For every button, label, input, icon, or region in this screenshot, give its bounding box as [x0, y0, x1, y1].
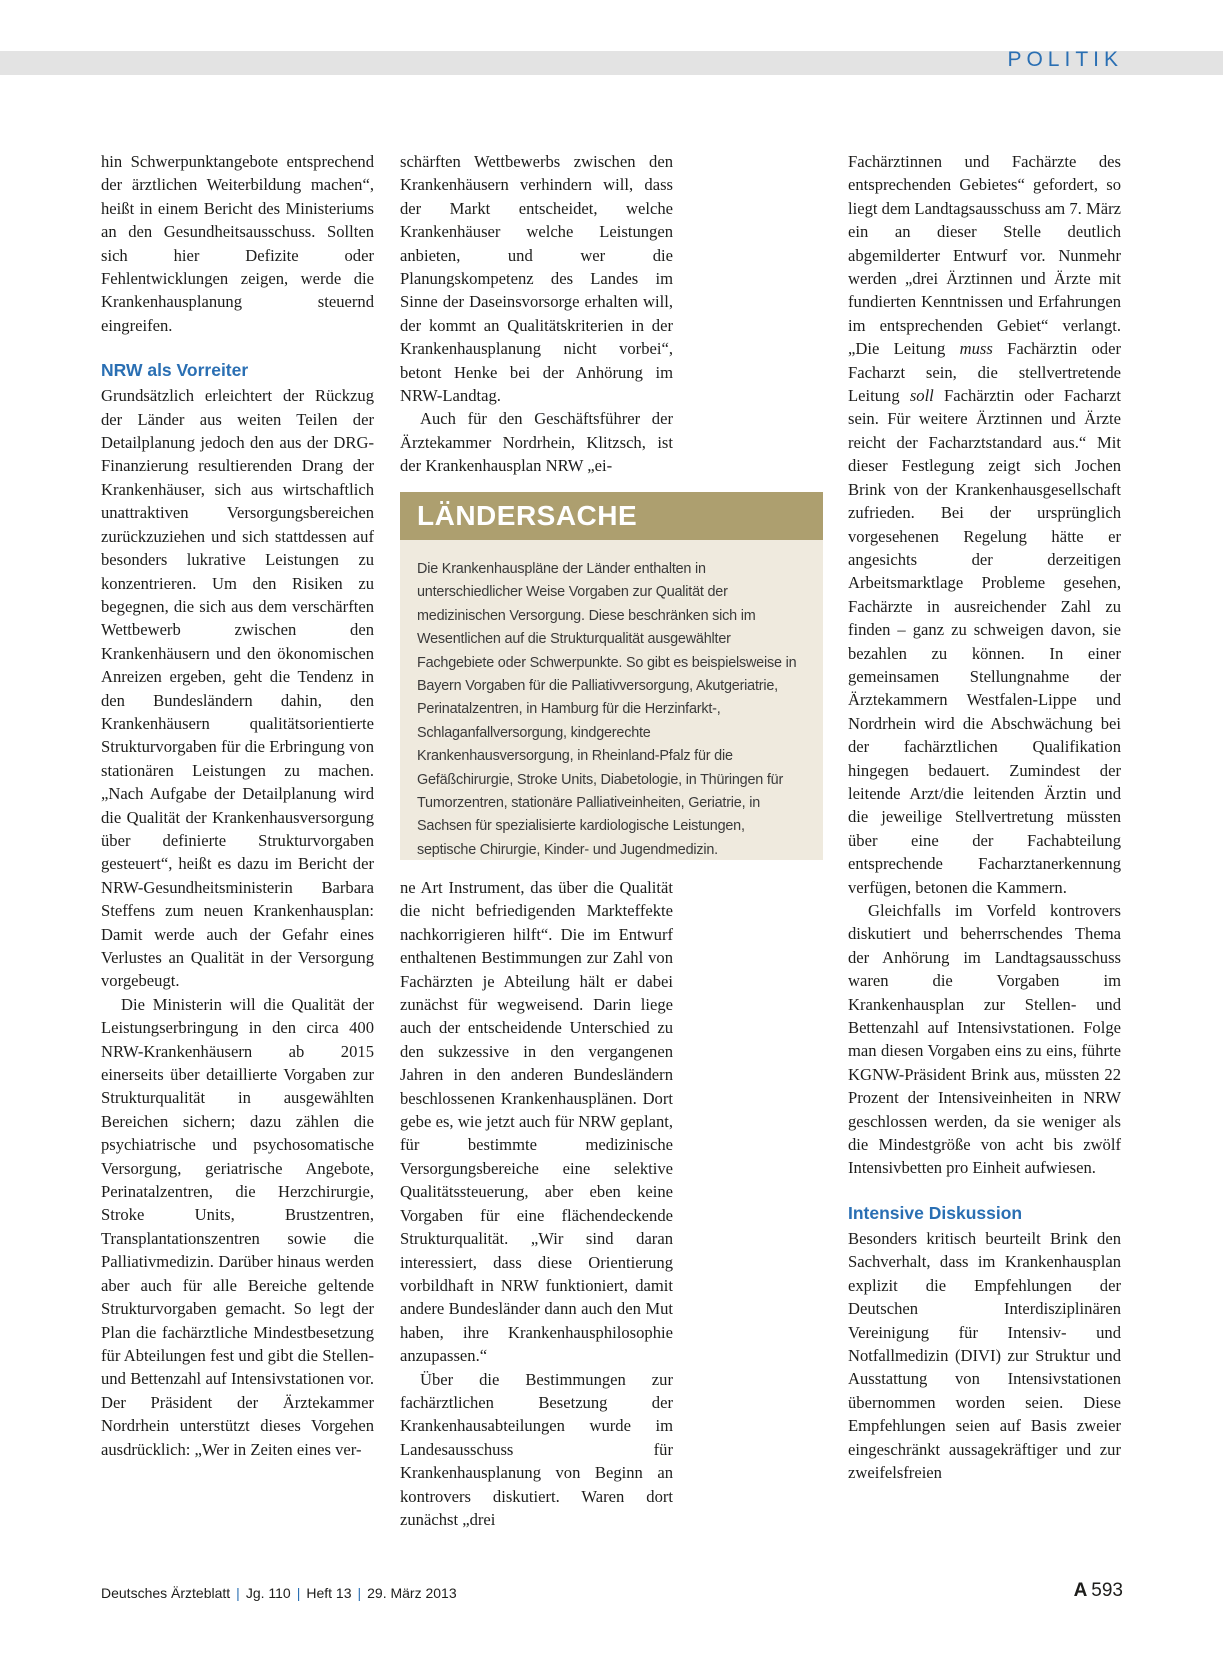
- info-box-title: LÄNDERSACHE: [400, 492, 823, 540]
- separator: |: [357, 1585, 362, 1601]
- paragraph: Grundsätzlich erleichtert der Rückzug der Länder aus weiten Teilen der Detailplanung jedoch den aus der DRG-Finanzierung resultierenden Drang der Krankenhäuser, sich aus wirtschaftlich unattraktiven Versorgungsbereichen zurückzuziehen und sich stattdessen auf besonders lukrative Leistungen zu konzentrieren. Um den Risiken zu begegnen, die sich aus dem verschärften Wettbewerb zwischen den Krankenhäusern und den ökonomischen Anreizen ergeben, geht die Tendenz in den Bundesländern dahin, den Krankenhäusern qualitätsorientierte Strukturvorgaben für die Erbringung von stationären Leistungen zu machen. „Nach Aufgabe der Detailplanung wird die Qualität der Krankenhausversorgung über definierte Strukturvorgaben gesteuert“, heißt es dazu im Bericht der NRW-Gesundheitsministerin Barbara Steffens zum neuen Krankenhausplan: Damit werde auch der Gefahr eines Verlustes an Qualität in der Versorgung vorgebeugt.: [101, 386, 374, 991]
- paragraph: schärften Wettbewerbs zwischen den Krankenhäusern verhindern will, dass der Markt entscheidet, welche Krankenhäuser welche Leistungen anbieten, und wer die Planungskompetenz des Landes im Sinne der Daseinsvorsorge erhalten will, der kommt an Qualitätskriterien in der Krankenhausplanung nicht vorbei“, betont Henke bei der Anhörung im NRW-Landtag.: [400, 152, 673, 406]
- section-label: POLITIK: [1007, 48, 1123, 71]
- paragraph: Über die Bestimmungen zur fachärztlichen Besetzung der Krankenhausabteilungen wurde im Landesausschuss für Krankenhausplanung von Beginn an kontrovers diskutiert. Waren dort zunächst „drei: [400, 1369, 673, 1529]
- column-3: [848, 150, 1121, 1484]
- text-run: Fachärztinnen und Fachärzte des entsprechenden Gebietes“ gefordert, so liegt dem Landtagsausschuss am 7. März ein an dieser Stelle deutlich abgemilderter Entwurf vor. Nunmehr werden „drei Ärztinnen und Ärzte mit fundierten Kenntnissen und Erfahrungen im entsprechenden Gebiet“ verlangt. „Die Leitung: [848, 152, 1121, 359]
- info-box: [400, 492, 823, 860]
- subheading: Intensive Diskussion: [848, 1202, 1023, 1223]
- emphasis: muss: [959, 339, 993, 359]
- column-2: [400, 150, 673, 478]
- text-run: Fachärztin oder Facharzt sein. Für weitere Ärztinnen und Ärzte reicht der Facharztstandard aus.“ Mit dieser Festlegung zeigt sich Jochen Brink von der Krankenhausgesellschaft zufrieden. Bei der ursprünglich vorgesehenen Regelung hätte er angesichts der derzeitigen Arbeitsmarktlage Probleme gesehen, Fachärzte in ausreichender Zahl zu finden – ganz zu schweigen davon, sie bezahlen zu können. In einer gemeinsamen Stellungnahme der Ärztekammern Westfalen-Lippe und Nordrhein wird die Abschwächung bei der fachärztlichen Qualifikation hingegen bedauert. Zumindest der leitende Arzt/die leitenden Ärztin und die jeweilige Stellvertretung müssten über eine der Fachabteilung entsprechende Facharztanerkennung verfügen, betonen die Kammern.: [848, 386, 1121, 897]
- text-run: Fachärztin oder Facharzt sein, die stellvertretende Leitung: [848, 339, 1121, 406]
- column-2-continued: [400, 876, 673, 1531]
- page-value: 593: [1091, 1580, 1123, 1601]
- paragraph: [848, 150, 1121, 899]
- separator: |: [296, 1585, 301, 1601]
- separator: |: [236, 1585, 240, 1601]
- paragraph: ne Art Instrument, das über die Qualität die nicht befriedigenden Markteffekte nachkorrigieren hilft“. Die im Entwurf enthaltenen Bestimmungen zur Zahl von Fachärzten je Abteilung hält er dabei zunächst für wegweisend. Darin liege auch der entscheidende Unterschied zu den sukzessive in den vergangenen Jahren in den anderen Bundesländern beschlossenen Krankenhausplänen. Dort gebe es, wie jetzt auch für NRW geplant, für bestimmte medizinische Versorgungsbereiche eine selektive Qualitätssteuerung, aber eben keine Vorgaben für eine flächendeckende Strukturqualität. „Wir sind daran interessiert, dass diese Orientierung vorbildhaft in NRW funktioniert, damit andere Bundesländer dann auch den Mut haben, ihre Krankenhausphilosophie anzupassen.“: [400, 878, 673, 1366]
- paragraph: hin Schwerpunktangebote entsprechend der ärztlichen Weiterbildung machen“, heißt in einem Bericht des Ministeriums an den Gesundheitsausschuss. Sollten sich hier Defizite oder Fehlentwicklungen zeigen, werde die Krankenhausplanung steuernd eingreifen.: [101, 152, 374, 335]
- paragraph: Besonders kritisch beurteilt Brink den Sachverhalt, dass im Krankenhausplan explizit die Empfehlungen der Deutschen Interdisziplinären Vereinigung für Intensiv- und Notfallmedizin (DIVI) zur Struktur und Ausstattung von Intensivstationen übernommen worden seien. Diese Empfehlungen seien auf Basis zweier eingeschränkt aussagekräftiger und zur zweifelsfreien: [848, 1228, 1121, 1482]
- paragraph: Gleichfalls im Vorfeld kontrovers diskutiert und beherrschendes Thema der Anhörung im Landtagsausschuss waren die Vorgaben im Krankenhausplan zur Stellen- und Bettenzahl auf Intensivstationen. Folge man diesen Vorgaben eins zu eins, führte KGNW-Präsident Brink aus, müssten 22 Prozent der Intensiveinheiten in NRW geschlossen werden, da sie weniger als die Mindestgröße von acht bis zwölf Intensivbetten pro Einheit aufwiesen.: [848, 901, 1121, 1178]
- info-box-text: Die Krankenhauspläne der Länder enthalten in unterschiedlicher Weise Vorgaben zur Qualität der medizinischen Versorgung. Diese beschränken sich im Wesentlichen auf die Strukturqualität ausgewählter Fachgebiete oder Schwerpunkte. So gibt es beispielsweise in Bayern Vorgaben für die Palliativversorgung, Akutgeriatrie, Perinatalzentren, in Hamburg für die Herzinfarkt-, Schlaganfallversorgung, kindgerechte Krankenhausversorgung, in Rheinland-Pfalz für die Gefäßchirurgie, Stroke Units, Diabetologie, in Thüringen für Tumorzentren, stationäre Palliativeinheiten, Geriatrie, in Sachsen für spezialisierte kardiologische Leistungen, septische Chirurgie, Kinder- und Jugendmedizin.: [417, 561, 797, 858]
- journal-name: Deutsches Ärzteblatt: [101, 1585, 231, 1601]
- subheading: NRW als Vorreiter: [101, 360, 249, 381]
- paragraph: Auch für den Geschäftsführer der Ärztekammer Nordrhein, Klitzsch, ist der Krankenhausplan NRW „ei-: [400, 409, 673, 476]
- page-prefix: A: [1073, 1580, 1088, 1601]
- date: 29. März 2013: [367, 1585, 457, 1601]
- paragraph: Die Ministerin will die Qualität der Leistungserbringung in den circa 400 NRW-Krankenhäusern ab 2015 einerseits über detaillierte Vorgaben zur Strukturqualität in ausgewählten Bereichen sichern; dazu zählen die psychiatrische und psychosomatische Versorgung, geriatrische Angebote, Perinatalzentren, die Herzchirurgie, Stroke Units, Brustzentren, Transplantationszentren sowie die Palliativmedizin. Darüber hinaus werden aber auch für alle Bereiche geltende Strukturvorgaben gemacht. So legt der Plan die fachärztliche Mindestbesetzung für Abteilungen fest und gibt die Stellen- und Bettenzahl auf Intensivstationen vor. Der Präsident der Ärztekammer Nordrhein unterstützt dieses Vorgehen ausdrücklich: „Wer in Zeiten eines ver-: [101, 994, 374, 1459]
- volume: Jg. 110: [245, 1585, 291, 1601]
- column-1: [101, 150, 374, 1461]
- page-number: [1074, 1580, 1123, 1602]
- footer-citation: [101, 1585, 457, 1601]
- emphasis: soll: [909, 386, 934, 406]
- issue: Heft 13: [306, 1585, 352, 1601]
